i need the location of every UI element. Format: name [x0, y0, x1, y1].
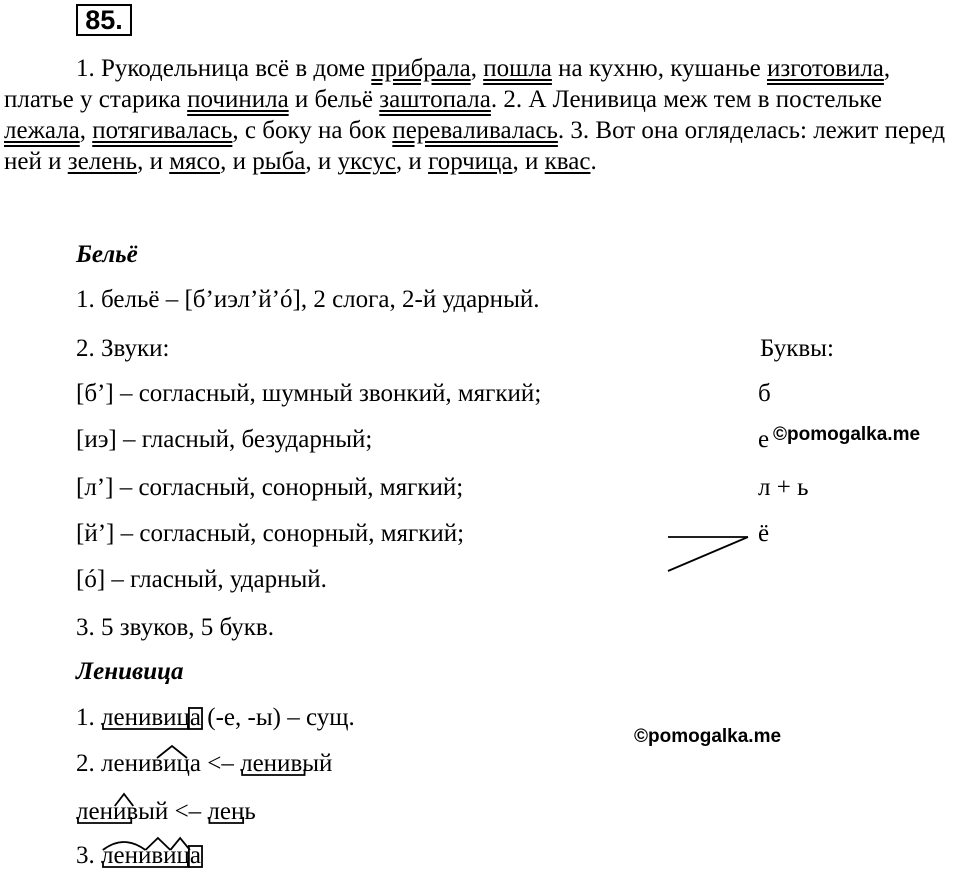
sound-row: [иэ] – гласный, безударный; [76, 426, 373, 453]
text-segment: . [590, 148, 597, 175]
belye-transcription-line: 1. бельё – [б’иэл’й’ó], 2 слога, 2-й ударный. [76, 286, 540, 313]
word-ending: а [189, 842, 202, 869]
letter-cell: б [758, 380, 771, 407]
subject-word: рыба [252, 148, 306, 175]
predicate-word: переваливалась [392, 117, 558, 144]
exercise-paragraph [4, 53, 958, 177]
text-segment: , платье у старика [4, 55, 891, 113]
text-segment: , [470, 55, 484, 82]
base-word: ленивый [240, 750, 333, 777]
letters-label: Буквы: [760, 335, 834, 362]
heading-lenivica: Ленивица [76, 658, 184, 685]
sound-letter-link-line [668, 537, 748, 571]
sound-row: [й’] – согласный, сонорный, мягкий; [76, 520, 465, 547]
lenivica-line-4 [76, 840, 201, 871]
text-segment: 1. Рукодельница всё в доме [76, 55, 372, 82]
predicate-word: пошла [483, 55, 552, 82]
text-segment: , и [512, 148, 545, 175]
text-segment: , [79, 117, 93, 144]
subject-word: мясо [169, 148, 221, 175]
word-ending: а [189, 704, 202, 731]
text-segment: и бельё [288, 86, 380, 113]
watermark-top: ©pomogalka.me [773, 424, 921, 445]
letter-cell: л + ь [758, 474, 809, 501]
text-segment: , и [137, 148, 170, 175]
derivation-arrow: <– [168, 798, 208, 825]
subject-word: квас [544, 148, 591, 175]
lenivica-line-3 [76, 796, 256, 827]
line-number: 1. [76, 704, 95, 731]
line-number: 2. [76, 750, 95, 777]
watermark-middle: ©pomogalka.me [634, 726, 782, 747]
subject-word: зелень [67, 148, 138, 175]
sound-row: [л’] – согласный, сонорный, мягкий; [76, 474, 464, 501]
predicate-word: потягивалась [92, 117, 233, 144]
text-segment: , с боку на бок [232, 117, 393, 144]
predicate-word: изготовила [766, 55, 884, 82]
word-stem: ленивиц [101, 704, 190, 731]
letter-cell: ё [758, 520, 770, 547]
text-segment: . 3. Вот она огляделась: лежит перед ней и [4, 117, 946, 175]
text-segment: . 2. А Ленивица меж тем в постельке [490, 86, 882, 113]
sound-row: [ó] – гласный, ударный. [76, 566, 327, 593]
sound-row: [б’] – согласный, шумный звонкий, мягкий; [76, 380, 542, 407]
paragraph-body [4, 55, 945, 175]
derivation-arrow: <– [201, 750, 241, 777]
line-number: 3. [76, 842, 95, 869]
text-segment: на кухню, кушанье [551, 55, 767, 82]
word-stem: ленивиц [101, 842, 190, 869]
derived-word: ленивый [76, 798, 169, 825]
exercise-number: 85. [76, 4, 132, 36]
base-word: лень [207, 798, 256, 825]
subject-word: горчица [428, 148, 513, 175]
predicate-word: лежала [4, 117, 80, 144]
heading-belye: Бельё [76, 241, 138, 268]
predicate-word: прибрала [371, 55, 471, 82]
text-segment: , и [220, 148, 253, 175]
predicate-word: починила [187, 86, 289, 113]
lenivica-line-1 [76, 702, 355, 733]
subject-word: уксус [337, 148, 396, 175]
belye-summary: 3. 5 звуков, 5 букв. [76, 614, 274, 641]
grammar-note: (-е, -ы) – сущ. [201, 704, 355, 731]
lenivica-line-2 [76, 748, 332, 779]
sounds-label: 2. Звуки: [76, 335, 170, 362]
text-segment: , и [305, 148, 338, 175]
derived-word: ленивица [101, 750, 201, 777]
predicate-word: заштопала [379, 86, 491, 113]
letter-cell: е [758, 426, 770, 453]
text-segment: , и [395, 148, 429, 175]
